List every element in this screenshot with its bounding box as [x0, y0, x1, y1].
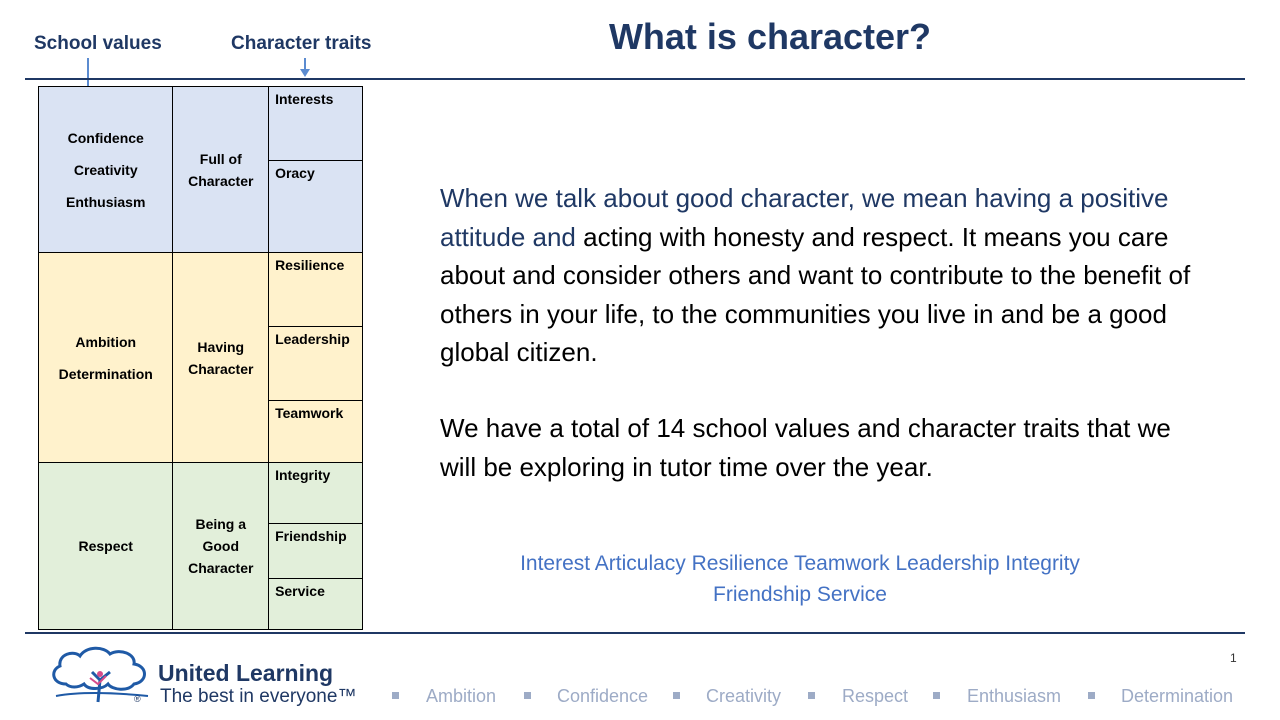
category-text: Character: [188, 360, 254, 377]
bullet-icon: [808, 692, 815, 699]
definition-paragraph: [440, 179, 1200, 372]
values-cell: [39, 253, 173, 463]
footer-value-creativity: Creativity: [706, 686, 782, 706]
trait-cell: Friendship: [269, 524, 363, 579]
value-text: Ambition: [75, 333, 137, 350]
value-text: Enthusiasm: [66, 193, 146, 210]
trait-cell: Service: [269, 579, 363, 630]
trait-cell: Interests: [269, 87, 363, 161]
keywords-list: [470, 548, 1130, 610]
definition-rest: acting with honesty and respect. It means you care about and consider others and want to contribute to the benefit of others in your life, to the communities you live in and be a good global citizen.: [440, 221, 1191, 367]
category-cell: [173, 463, 269, 630]
page-number: 1: [1230, 651, 1237, 665]
school-values-label: School values: [34, 33, 162, 54]
trait-cell: Leadership: [269, 327, 363, 401]
footer-value-determination: Determination: [1121, 686, 1234, 706]
value-text: Creativity: [73, 161, 138, 178]
category-text: Full of: [199, 150, 242, 167]
header-divider: [25, 78, 1245, 80]
page-title: What is character?: [608, 16, 932, 57]
category-text: Good: [202, 538, 240, 554]
trait-cell: Resilience: [269, 253, 363, 327]
values-cell: [39, 87, 173, 253]
footer-value-confidence: Confidence: [557, 686, 649, 706]
footer-value-enthusiasm: Enthusiasm: [967, 686, 1062, 706]
keywords-line: Interest Articulacy Resilience Teamwork Leadership Integrity: [520, 552, 1080, 575]
trait-cell: Oracy: [269, 161, 363, 253]
footer-value-ambition: Ambition: [426, 686, 497, 706]
bullet-icon: [1088, 692, 1095, 699]
bullet-icon: [524, 692, 531, 699]
bullet-icon: [933, 692, 940, 699]
registered-mark: ®: [134, 694, 141, 704]
category-cell: [173, 87, 269, 253]
category-cell: [173, 253, 269, 463]
value-text: Determination: [58, 365, 153, 382]
category-text: Being a: [195, 516, 247, 532]
category-text: Character: [188, 560, 254, 576]
category-text: Character: [188, 172, 254, 189]
trait-cell: Teamwork: [269, 401, 363, 463]
category-text: Having: [197, 338, 245, 355]
footer-divider: [25, 632, 1245, 634]
keywords-line: Friendship Service: [713, 583, 887, 606]
character-traits-arrow-icon: [300, 69, 310, 77]
character-traits-label: Character traits: [231, 33, 372, 54]
logo-name: United Learning: [158, 660, 334, 686]
value-text: Confidence: [67, 129, 144, 146]
total-paragraph: We have a total of 14 school values and character traits that we will be exploring in tutor time over the year.: [440, 413, 1171, 482]
values-cell: [39, 463, 173, 630]
bullet-icon: [392, 692, 399, 699]
value-text: Respect: [78, 538, 133, 554]
definition-highlight: When we talk about good character, we mean having a positive attitude and: [440, 183, 1169, 252]
bullet-icon: [673, 692, 680, 699]
logo-tagline: The best in everyone™: [160, 686, 357, 707]
footer-value-respect: Respect: [842, 686, 909, 706]
trait-cell: Integrity: [269, 463, 363, 524]
values-table: [38, 86, 363, 630]
